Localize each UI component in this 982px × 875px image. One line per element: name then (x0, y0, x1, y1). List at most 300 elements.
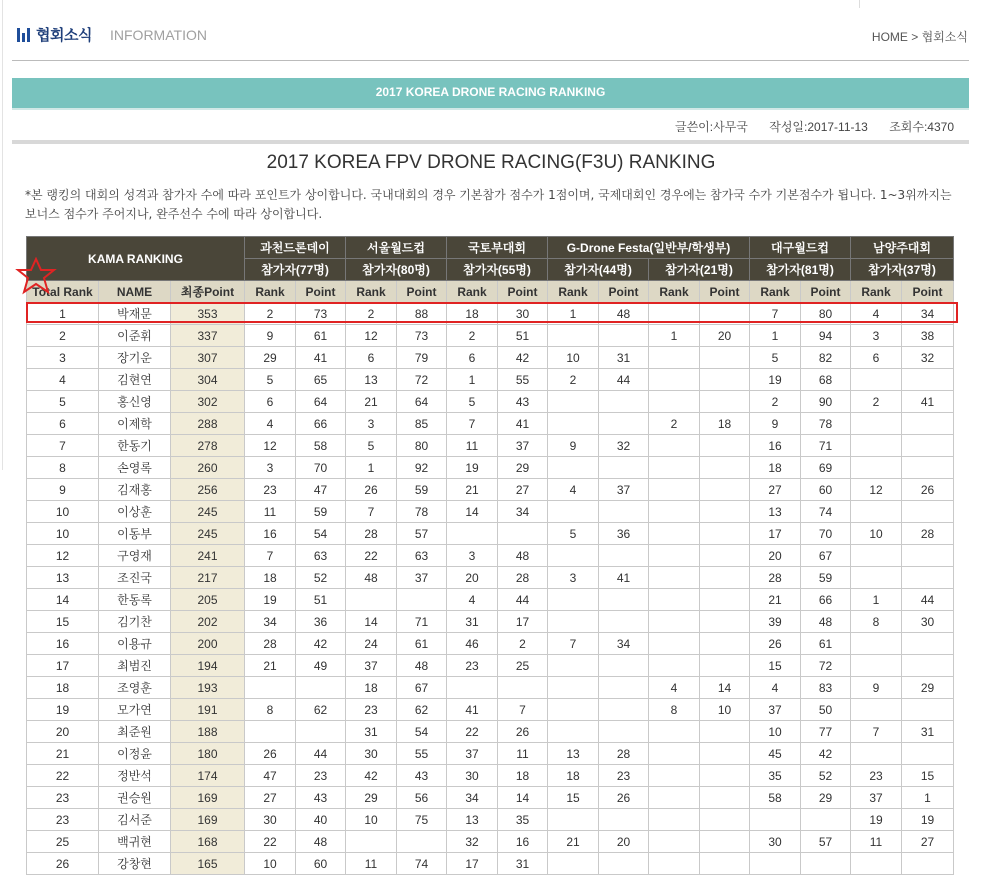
score-cell: 78 (801, 413, 851, 435)
score-cell (599, 677, 649, 699)
score-cell (851, 501, 902, 523)
name-cell: 백귀현 (99, 831, 171, 853)
score-cell: 38 (902, 325, 954, 347)
score-cell: 1 (902, 787, 954, 809)
table-row (27, 589, 954, 611)
total-point-cell: 245 (171, 501, 245, 523)
total-point-cell: 165 (171, 853, 245, 875)
score-cell: 14 (346, 611, 397, 633)
rank-cell: 15 (27, 611, 99, 633)
score-cell: 23 (346, 699, 397, 721)
name-cell: 이준휘 (99, 325, 171, 347)
score-cell: 2 (750, 391, 801, 413)
score-cell (902, 501, 954, 523)
score-cell (902, 545, 954, 567)
score-cell: 21 (447, 479, 498, 501)
ranking-note: *본 랭킹의 대회의 성격과 참가자 수에 따라 포인트가 상이합니다. 국내대회의 경우 기본참가 점수가 1점이며, 국제대회인 경우에는 참가국 수가 기본점수가 됩니다. 1~3위까지는 보너스 점수가 주어지나, 완주선수 수에 따라 상이합니다. (25, 188, 952, 221)
table-row (27, 611, 954, 633)
score-cell: 58 (750, 787, 801, 809)
score-cell: 12 (346, 325, 397, 347)
score-cell: 64 (397, 391, 447, 413)
total-point-cell: 241 (171, 545, 245, 567)
score-cell: 18 (245, 567, 296, 589)
score-cell: 18 (346, 677, 397, 699)
score-cell (700, 787, 750, 809)
score-cell: 46 (447, 633, 498, 655)
score-cell (548, 677, 599, 699)
score-cell: 2 (245, 303, 296, 325)
score-cell (548, 699, 599, 721)
score-cell: 7 (498, 699, 548, 721)
score-cell: 50 (801, 699, 851, 721)
rank-cell: 2 (27, 325, 99, 347)
breadcrumb-home-link[interactable]: HOME (871, 30, 908, 44)
score-cell: 7 (548, 633, 599, 655)
score-cell: 27 (498, 479, 548, 501)
name-cell: 이정윤 (99, 743, 171, 765)
score-cell (801, 809, 851, 831)
score-cell: 14 (700, 677, 750, 699)
score-cell: 75 (397, 809, 447, 831)
score-cell: 56 (397, 787, 447, 809)
rank-cell: 25 (27, 831, 99, 853)
score-cell: 36 (296, 611, 346, 633)
score-cell: 64 (296, 391, 346, 413)
score-cell (649, 831, 700, 853)
score-cell (649, 787, 700, 809)
score-cell: 78 (397, 501, 447, 523)
score-cell: 28 (750, 567, 801, 589)
rank-cell: 23 (27, 809, 99, 831)
score-cell (649, 721, 700, 743)
score-cell: 83 (801, 677, 851, 699)
score-cell: 72 (397, 369, 447, 391)
score-cell: 2 (548, 369, 599, 391)
score-cell: 60 (801, 479, 851, 501)
score-cell: 7 (346, 501, 397, 523)
score-cell: 31 (447, 611, 498, 633)
score-cell: 59 (296, 501, 346, 523)
score-cell: 72 (801, 655, 851, 677)
participants-header: 참가자(77명) (245, 259, 346, 281)
table-row (27, 787, 954, 809)
score-cell: 16 (750, 435, 801, 457)
score-cell (548, 391, 599, 413)
score-cell: 30 (447, 765, 498, 787)
kama-ranking-header: KAMA RANKING (27, 237, 245, 281)
total-point-cell: 217 (171, 567, 245, 589)
score-cell (851, 699, 902, 721)
score-cell: 26 (599, 787, 649, 809)
score-cell: 1 (750, 325, 801, 347)
score-cell: 12 (245, 435, 296, 457)
score-cell: 3 (548, 567, 599, 589)
score-cell (649, 501, 700, 523)
breadcrumb (872, 28, 968, 45)
score-cell: 71 (397, 611, 447, 633)
score-cell: 16 (498, 831, 548, 853)
score-cell (548, 809, 599, 831)
score-cell: 15 (548, 787, 599, 809)
score-cell: 29 (902, 677, 954, 699)
breadcrumb-current[interactable]: 협회소식 (921, 30, 968, 44)
name-cell: 이상훈 (99, 501, 171, 523)
score-cell: 28 (245, 633, 296, 655)
score-cell: 31 (902, 721, 954, 743)
score-cell: 36 (599, 523, 649, 545)
score-cell: 77 (801, 721, 851, 743)
score-cell: 61 (397, 633, 447, 655)
section-title: 협회소식 (36, 26, 92, 44)
total-point-cell: 288 (171, 413, 245, 435)
table-row (27, 435, 954, 457)
score-cell: 48 (498, 545, 548, 567)
score-cell (851, 413, 902, 435)
score-cell: 18 (548, 765, 599, 787)
score-cell: 21 (548, 831, 599, 853)
table-row (27, 809, 954, 831)
score-cell: 73 (397, 325, 447, 347)
rank-cell: 23 (27, 787, 99, 809)
rank-cell: 22 (27, 765, 99, 787)
score-cell: 61 (296, 325, 346, 347)
score-cell (851, 743, 902, 765)
total-point-cell: 169 (171, 787, 245, 809)
score-cell (700, 611, 750, 633)
score-cell: 57 (397, 523, 447, 545)
score-cell: 7 (245, 545, 296, 567)
score-cell (649, 611, 700, 633)
score-cell: 11 (447, 435, 498, 457)
score-cell (548, 655, 599, 677)
score-cell: 90 (801, 391, 851, 413)
score-cell: 16 (245, 523, 296, 545)
participants-header: 참가자(80명) (346, 259, 447, 281)
score-cell: 28 (599, 743, 649, 765)
score-cell: 9 (548, 435, 599, 457)
score-cell: 10 (245, 853, 296, 875)
score-cell (548, 545, 599, 567)
score-cell (700, 523, 750, 545)
total-point-cell: 278 (171, 435, 245, 457)
score-cell: 26 (346, 479, 397, 501)
score-cell: 41 (599, 567, 649, 589)
score-cell: 9 (750, 413, 801, 435)
score-cell: 43 (296, 787, 346, 809)
score-cell: 20 (700, 325, 750, 347)
name-cell: 조영훈 (99, 677, 171, 699)
score-cell (245, 677, 296, 699)
score-cell: 22 (447, 721, 498, 743)
score-cell: 2 (851, 391, 902, 413)
total-point-cell: 302 (171, 391, 245, 413)
score-cell (599, 391, 649, 413)
table-row (27, 853, 954, 875)
score-cell: 54 (397, 721, 447, 743)
score-cell (548, 413, 599, 435)
score-cell (851, 853, 902, 875)
score-cell: 17 (447, 853, 498, 875)
score-cell: 49 (296, 655, 346, 677)
score-cell (700, 721, 750, 743)
score-cell: 3 (245, 457, 296, 479)
score-cell: 4 (447, 589, 498, 611)
score-cell: 60 (296, 853, 346, 875)
score-cell (700, 765, 750, 787)
score-cell (599, 699, 649, 721)
highlight-first-row (26, 302, 958, 323)
score-cell: 61 (801, 633, 851, 655)
score-cell (700, 831, 750, 853)
name-cell: 홍신영 (99, 391, 171, 413)
table-row (27, 677, 954, 699)
score-cell: 18 (700, 413, 750, 435)
column-header: Rank (649, 281, 700, 303)
star-icon (14, 257, 58, 297)
score-cell: 44 (498, 589, 548, 611)
score-cell: 21 (750, 589, 801, 611)
score-cell: 43 (498, 391, 548, 413)
column-header: Rank (447, 281, 498, 303)
section-bars-icon (17, 28, 29, 42)
score-cell (447, 677, 498, 699)
participants-header: 참가자(55명) (447, 259, 548, 281)
score-cell (700, 809, 750, 831)
score-cell (599, 545, 649, 567)
score-cell (700, 743, 750, 765)
score-cell: 13 (548, 743, 599, 765)
participants-header: 참가자(44명) (548, 259, 649, 281)
total-point-cell: 191 (171, 699, 245, 721)
ranking-table (26, 236, 954, 875)
score-cell (548, 325, 599, 347)
table-row (27, 523, 954, 545)
score-cell: 23 (447, 655, 498, 677)
score-cell (700, 567, 750, 589)
total-point-cell: 307 (171, 347, 245, 369)
score-cell (599, 809, 649, 831)
score-cell: 10 (750, 721, 801, 743)
score-cell (649, 435, 700, 457)
score-cell: 67 (397, 677, 447, 699)
score-cell (700, 633, 750, 655)
score-cell: 2 (649, 413, 700, 435)
score-cell: 34 (902, 303, 954, 325)
score-cell: 67 (801, 545, 851, 567)
score-cell (851, 435, 902, 457)
score-cell (851, 369, 902, 391)
score-cell (649, 743, 700, 765)
score-cell: 26 (498, 721, 548, 743)
score-cell: 21 (346, 391, 397, 413)
score-cell: 23 (851, 765, 902, 787)
score-cell: 48 (801, 611, 851, 633)
score-cell: 30 (498, 303, 548, 325)
score-cell: 37 (851, 787, 902, 809)
meta-divider (12, 140, 969, 144)
score-cell: 26 (902, 479, 954, 501)
score-cell (599, 853, 649, 875)
score-cell (700, 347, 750, 369)
score-cell: 35 (498, 809, 548, 831)
table-row (27, 501, 954, 523)
score-cell: 1 (346, 457, 397, 479)
score-cell (548, 501, 599, 523)
score-cell: 31 (599, 347, 649, 369)
score-cell: 44 (902, 589, 954, 611)
score-cell: 48 (346, 567, 397, 589)
score-cell: 9 (245, 325, 296, 347)
score-cell (649, 479, 700, 501)
score-cell: 14 (447, 501, 498, 523)
name-cell: 박재문 (99, 303, 171, 325)
score-cell: 44 (599, 369, 649, 391)
participants-header: 참가자(21명) (649, 259, 750, 281)
rank-cell: 6 (27, 413, 99, 435)
table-row (27, 743, 954, 765)
name-cell: 김재홍 (99, 479, 171, 501)
score-cell: 27 (902, 831, 954, 853)
name-cell: 구영재 (99, 545, 171, 567)
rank-cell: 12 (27, 545, 99, 567)
score-cell: 6 (245, 391, 296, 413)
score-cell: 57 (801, 831, 851, 853)
score-cell: 28 (498, 567, 548, 589)
event-header: 과천드론데이 (245, 237, 346, 259)
name-cell: 손영록 (99, 457, 171, 479)
name-cell: 권승원 (99, 787, 171, 809)
score-cell: 10 (700, 699, 750, 721)
total-point-cell: 200 (171, 633, 245, 655)
score-cell: 66 (801, 589, 851, 611)
score-cell (649, 391, 700, 413)
score-cell (296, 677, 346, 699)
score-cell: 80 (397, 435, 447, 457)
score-cell: 20 (599, 831, 649, 853)
score-cell: 1 (649, 325, 700, 347)
table-row (27, 347, 954, 369)
total-point-cell: 260 (171, 457, 245, 479)
score-cell: 23 (296, 765, 346, 787)
score-cell: 19 (447, 457, 498, 479)
table-row (27, 699, 954, 721)
score-cell: 7 (750, 303, 801, 325)
score-cell: 41 (447, 699, 498, 721)
score-cell: 7 (447, 413, 498, 435)
banner-underline (12, 108, 969, 110)
score-cell: 2 (447, 325, 498, 347)
score-cell: 5 (245, 369, 296, 391)
score-cell: 42 (296, 633, 346, 655)
event-header: 서울월드컵 (346, 237, 447, 259)
total-point-cell: 304 (171, 369, 245, 391)
score-cell: 35 (750, 765, 801, 787)
score-cell: 48 (599, 303, 649, 325)
rank-cell: 18 (27, 677, 99, 699)
column-header: Rank (851, 281, 902, 303)
event-header: 남양주대회 (851, 237, 954, 259)
score-cell (548, 853, 599, 875)
name-cell: 조진국 (99, 567, 171, 589)
score-cell: 13 (750, 501, 801, 523)
score-cell (649, 457, 700, 479)
score-cell (902, 567, 954, 589)
score-cell: 73 (296, 303, 346, 325)
score-cell (851, 655, 902, 677)
column-header: Point (397, 281, 447, 303)
total-point-cell: 188 (171, 721, 245, 743)
name-cell: 최준원 (99, 721, 171, 743)
score-cell (649, 567, 700, 589)
score-cell: 11 (498, 743, 548, 765)
score-cell: 8 (245, 699, 296, 721)
score-cell: 19 (245, 589, 296, 611)
score-cell (902, 369, 954, 391)
score-cell: 37 (498, 435, 548, 457)
score-cell (599, 457, 649, 479)
score-cell (902, 435, 954, 457)
score-cell: 3 (447, 545, 498, 567)
score-cell: 20 (750, 545, 801, 567)
header-divider (12, 60, 969, 61)
score-cell (700, 369, 750, 391)
score-cell: 4 (649, 677, 700, 699)
total-point-cell: 245 (171, 523, 245, 545)
score-cell (548, 457, 599, 479)
score-cell: 62 (397, 699, 447, 721)
score-cell: 85 (397, 413, 447, 435)
rank-cell: 7 (27, 435, 99, 457)
score-cell (851, 545, 902, 567)
score-cell: 10 (548, 347, 599, 369)
score-cell (649, 523, 700, 545)
score-cell: 13 (447, 809, 498, 831)
name-cell: 이용규 (99, 633, 171, 655)
score-cell: 4 (548, 479, 599, 501)
score-cell (902, 743, 954, 765)
total-point-cell: 174 (171, 765, 245, 787)
event-header: G-Drone Festa(일반부/학생부) (548, 237, 750, 259)
score-cell: 41 (902, 391, 954, 413)
score-cell (498, 677, 548, 699)
column-header: Point (902, 281, 954, 303)
post-meta (657, 118, 954, 135)
total-point-cell: 169 (171, 809, 245, 831)
score-cell: 52 (801, 765, 851, 787)
score-cell: 21 (245, 655, 296, 677)
score-cell: 80 (801, 303, 851, 325)
total-point-cell: 337 (171, 325, 245, 347)
score-cell: 79 (397, 347, 447, 369)
score-cell: 34 (245, 611, 296, 633)
score-cell: 1 (851, 589, 902, 611)
score-cell: 2 (498, 633, 548, 655)
score-cell (649, 853, 700, 875)
name-cell: 김현연 (99, 369, 171, 391)
score-cell: 54 (296, 523, 346, 545)
event-header: 국토부대회 (447, 237, 548, 259)
rank-cell: 21 (27, 743, 99, 765)
score-cell (750, 809, 801, 831)
score-cell: 20 (447, 567, 498, 589)
score-cell: 6 (851, 347, 902, 369)
score-cell: 15 (902, 765, 954, 787)
score-cell: 74 (801, 501, 851, 523)
score-cell: 30 (902, 611, 954, 633)
score-cell: 31 (498, 853, 548, 875)
score-cell: 42 (801, 743, 851, 765)
score-cell (599, 325, 649, 347)
